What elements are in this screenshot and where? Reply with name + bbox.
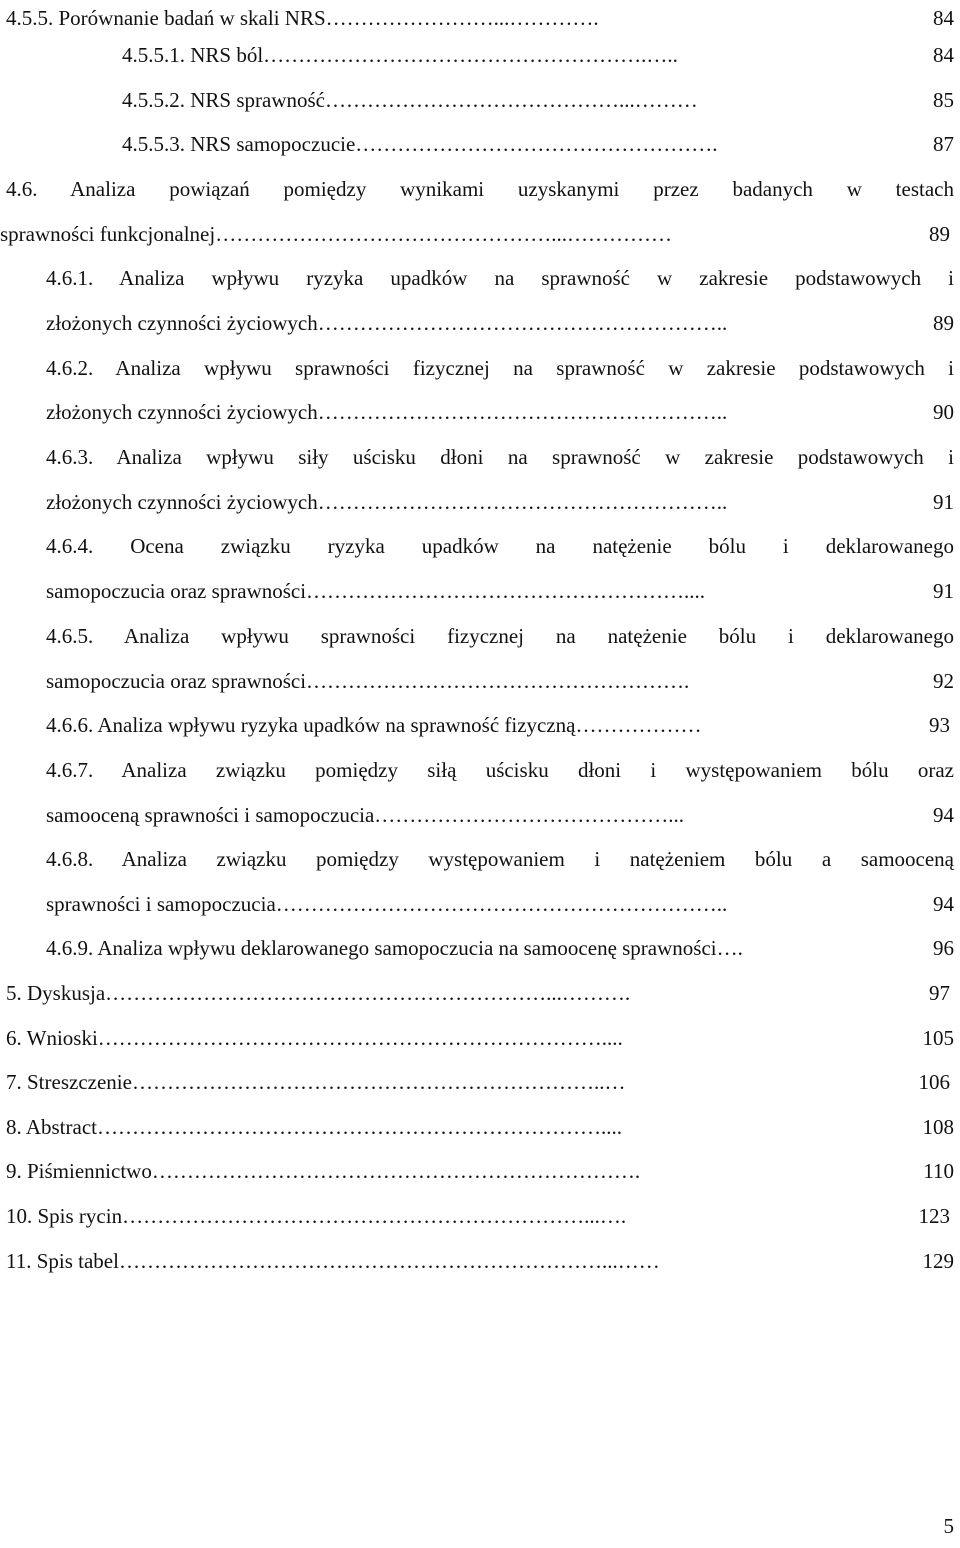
toc-line — [0, 301, 960, 345]
toc-line — [0, 882, 960, 926]
toc-line — [0, 524, 960, 568]
toc-entry-page: 84 — [933, 6, 954, 30]
toc-entry-page: 90 — [933, 400, 954, 424]
toc-line — [0, 971, 960, 1015]
toc-entry-text: 4.6.4. Ocena związku ryzyka upadków na natężenie bólu i deklarowanego — [46, 534, 954, 558]
toc-entry-page: 93 — [929, 713, 950, 737]
toc-entry-text: 6. Wnioski……………………………………………………………….... — [6, 1026, 623, 1050]
toc-entry-text: 11. Spis tabel……………………………………………………………...…… — [6, 1249, 660, 1273]
toc-line — [0, 1105, 960, 1149]
toc-line — [0, 1239, 960, 1283]
toc-entry-text: złożonych czynności życiowych………………………………………………….. — [46, 311, 728, 335]
toc-line — [0, 33, 960, 77]
toc-line — [0, 614, 960, 658]
toc-line — [0, 435, 960, 479]
toc-entry-text: 4.6.1. Analiza wpływu ryzyka upadków na sprawność w zakresie podstawowych i — [46, 266, 954, 290]
toc-entry-text: 4.6.6. Analiza wpływu ryzyka upadków na sprawność fizyczną……………… — [46, 713, 702, 737]
toc-entry-page: 106 — [918, 1070, 950, 1094]
toc-entry-text: 4.6.3. Analiza wpływu siły uścisku dłoni na sprawność w zakresie podstawowych i — [46, 445, 954, 469]
toc-entry-text: złożonych czynności życiowych………………………………………………….. — [46, 490, 728, 514]
toc-entry-page: 94 — [933, 892, 954, 916]
toc-entry-text: 4.6. Analiza powiązań pomiędzy wynikami uzyskanymi przez badanych w testach — [6, 177, 954, 201]
toc-entry-text: 8. Abstract……………………………………………………………….... — [6, 1115, 622, 1139]
toc-entry-text: 10. Spis rycin…………………………………………………………...…. — [6, 1204, 627, 1228]
toc-entry-text: 4.5.5. Porównanie badań w skali NRS……………………...…………. — [6, 6, 599, 30]
toc-entry-page: 129 — [922, 1249, 954, 1273]
toc-entry-page: 91 — [933, 490, 954, 514]
page-number: 5 — [943, 1514, 954, 1538]
toc-entry-page: 96 — [933, 936, 954, 960]
toc-entry-text: 4.5.5.1. NRS ból……………………………………………….….. — [122, 43, 678, 67]
toc-entry-text: 4.6.9. Analiza wpływu deklarowanego samopoczucia na samoocenę sprawności…. — [46, 936, 743, 960]
toc-entry-text: sprawności funkcjonalnej…………………………………………...…………… — [0, 222, 672, 246]
toc-line — [0, 122, 960, 166]
toc-entry-text: sprawności i samopoczucia……………………………………………………….. — [46, 892, 728, 916]
toc-entry-text: samopoczucia oraz sprawności……………………………………………….... — [46, 579, 706, 603]
toc-line — [0, 1149, 960, 1193]
toc-line — [0, 748, 960, 792]
toc-line — [0, 390, 960, 434]
toc-entry-text: 4.6.8. Analiza związku pomiędzy występowaniem i natężeniem bólu a samooceną — [46, 847, 954, 871]
toc-line — [0, 926, 960, 970]
toc-line — [0, 212, 960, 256]
toc-entry-page: 89 — [933, 311, 954, 335]
toc-entry-page: 97 — [929, 981, 950, 1005]
toc-entry-text: 5. Dyskusja………………………………………………………...………. — [6, 981, 631, 1005]
toc-entry-page: 87 — [933, 132, 954, 156]
toc-entry-text: 9. Piśmiennictwo……………………………………………………………. — [6, 1159, 641, 1183]
toc-line — [0, 1194, 960, 1238]
toc-line — [0, 480, 960, 524]
toc-line — [0, 346, 960, 390]
toc-entry-page: 89 — [929, 222, 950, 246]
toc-line — [0, 1016, 960, 1060]
toc-entry-text: 4.5.5.2. NRS sprawność……………………………………...……… — [122, 88, 698, 112]
toc-line — [0, 569, 960, 613]
toc-line — [0, 793, 960, 837]
toc-entry-page: 123 — [918, 1204, 950, 1228]
toc-entry-text: 7. Streszczenie…………………………………………………………..… — [6, 1070, 626, 1094]
toc-entry-text: 4.5.5.3. NRS samopoczucie……………………………………………. — [122, 132, 718, 156]
toc-entry-text: samopoczucia oraz sprawności………………………………………………. — [46, 669, 690, 693]
toc-entry-text: złożonych czynności życiowych………………………………………………….. — [46, 400, 728, 424]
toc-line — [0, 837, 960, 881]
toc-entry-text: 4.6.5. Analiza wpływu sprawności fizycznej na natężenie bólu i deklarowanego — [46, 624, 954, 648]
toc-line — [0, 256, 960, 300]
toc-entry-page: 110 — [923, 1159, 954, 1183]
toc-line — [0, 659, 960, 703]
toc-line — [0, 167, 960, 211]
toc-entry-text: 4.6.2. Analiza wpływu sprawności fizycznej na sprawność w zakresie podstawowych i — [46, 356, 954, 380]
toc-entry-page: 84 — [933, 43, 954, 67]
toc-line — [0, 78, 960, 122]
toc-entry-page: 92 — [933, 669, 954, 693]
toc-entry-page: 108 — [922, 1115, 954, 1139]
toc-entry-text: 4.6.7. Analiza związku pomiędzy siłą uścisku dłoni i występowaniem bólu oraz — [46, 758, 954, 782]
toc-entry-page: 91 — [933, 579, 954, 603]
toc-line — [0, 703, 960, 747]
toc-line — [0, 1060, 960, 1104]
toc-entry-page: 94 — [933, 803, 954, 827]
toc-entry-page: 105 — [922, 1026, 954, 1050]
toc-entry-text: samooceną sprawności i samopoczucia……………………………………... — [46, 803, 685, 827]
toc-entry-page: 85 — [933, 88, 954, 112]
